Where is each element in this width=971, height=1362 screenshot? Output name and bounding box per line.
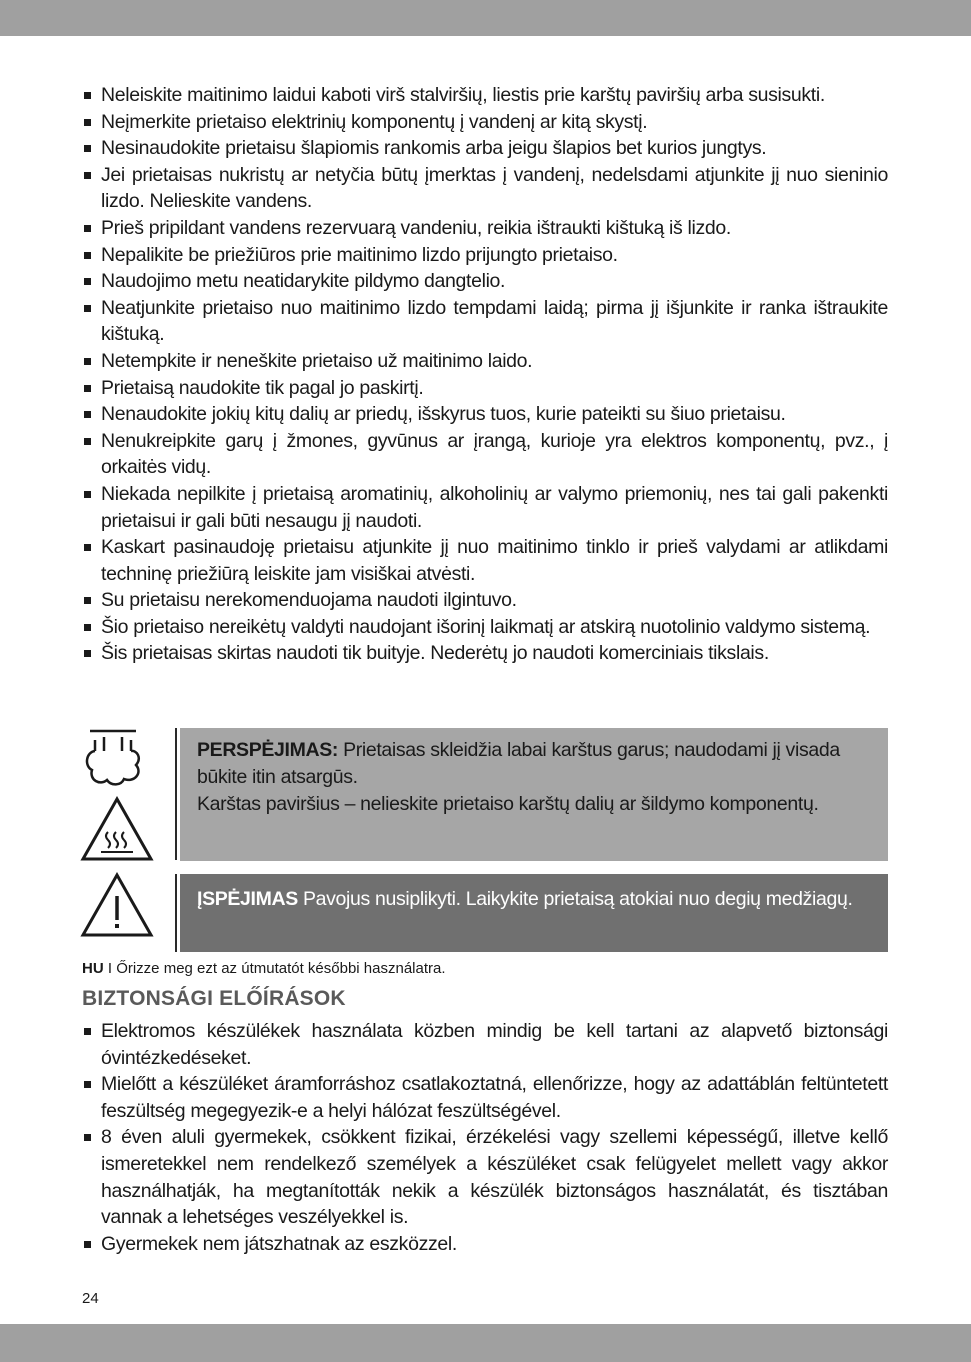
warning-triangle-icon	[80, 872, 154, 938]
list-item: Elektromos készülékek használata közben mindig be kell tartani az alapvető biztonsági óvintézkedéseket.	[82, 1018, 888, 1071]
list-item: Nesinaudokite prietaisu šlapiomis rankomis arba jeigu šlapios bet kurios jungtys.	[82, 135, 888, 162]
list-item: Neatjunkite prietaiso nuo maitinimo lizdo tempdami laidą; pirma jį išjunkite ir ranka ištraukite kištuką.	[82, 295, 888, 348]
list-item: Naudojimo metu neatidarykite pildymo dangtelio.	[82, 268, 888, 295]
list-item: Nepalikite be priežiūros prie maitinimo lizdo prijungto prietaiso.	[82, 242, 888, 269]
footer-bar	[0, 1324, 971, 1362]
list-item: Mielőtt a készüléket áramforráshoz csatlakoztatná, ellenőrizze, hogy az adattáblán feltüntetett feszültség megegyezik-e a helyi hálózat feszültségével.	[82, 1071, 888, 1124]
warning-box	[180, 874, 888, 952]
list-item: Nenaudokite jokių kitų dalių ar priedų, išskyrus tuos, kurie pateikti su šiuo prietaisu.	[82, 401, 888, 428]
page-number: 24	[82, 1290, 99, 1307]
divider-line	[175, 728, 177, 860]
list-item: Neįmerkite prietaiso elektrinių komponentų į vandenį ar kitą skystį.	[82, 109, 888, 136]
list-item: Prietaisą naudokite tik pagal jo paskirtį.	[82, 375, 888, 402]
header-bar	[0, 0, 971, 36]
caution-hot-surface-text: Karštas paviršius – nelieskite prietaiso karštų dalių ar šildymo komponentų.	[197, 793, 819, 815]
list-item: Šio prietaiso nereikėtų valdyti naudojant išorinį laikmatį ar atskirą nuotolinio valdymo sistemą.	[82, 614, 888, 641]
lt-safety-list	[82, 82, 888, 667]
list-item: Kaskart pasinaudoję prietaisu atjunkite jį nuo maitinimo tinklo ir prieš valydami ar atlikdami techninę priežiūrą leiskite jam visiškai atvėsti.	[82, 534, 888, 587]
list-item: Prieš pripildant vandens rezervuarą vandeniu, reikia ištraukti kištuką iš lizdo.	[82, 215, 888, 242]
hu-language-note: HU I Őrizze meg ezt az útmutatót későbbi használatra.	[82, 960, 446, 977]
divider-line	[175, 874, 177, 952]
list-item: Su prietaisu nerekomenduojama naudoti ilgintuvo.	[82, 587, 888, 614]
list-item: Šis prietaisas skirtas naudoti tik buityje. Nederėtų jo naudoti komerciniais tikslais.	[82, 640, 888, 667]
list-item: Neleiskite maitinimo laidui kaboti virš stalviršių, liestis prie karštų paviršių arba susisukti.	[82, 82, 888, 109]
list-item: Jei prietaisas nukristų ar netyčia būtų įmerktas į vandenį, nedelsdami atjunkite jį nuo sieninio lizdo. Nelieskite vandens.	[82, 162, 888, 215]
caution-text: PERSPĖJIMAS: Prietaisas skleidžia labai karštus garus; naudodami jį visada būkite itin atsargūs.	[197, 739, 840, 788]
list-item: Gyermekek nem játszhatnak az eszközzel.	[82, 1231, 888, 1258]
list-item: Nenukreipkite garų į žmones, gyvūnus ar įrangą, kurioje yra elektros komponentų, pvz., į orkaitės vidų.	[82, 428, 888, 481]
hu-safety-list	[82, 1018, 888, 1257]
warning-text: ĮSPĖJIMAS Pavojus nusiplikyti. Laikykite prietaisą atokiai nuo degių medžiagų.	[197, 888, 853, 910]
hu-section-heading: BIZTONSÁGI ELŐÍRÁSOK	[82, 987, 346, 1010]
caution-label: PERSPĖJIMAS:	[197, 739, 339, 761]
list-item: 8 éven aluli gyermekek, csökkent fizikai, érzékelési vagy szellemi képességű, illetve kellő ismeretekkel nem rendelkező személyek a készüléket csak felügyelet mellett vagy akkor használhatják, ha megtanították nekik a készülék biztonságos használatát, és tisztában vannak a lehetséges veszélyekkel is.	[82, 1124, 888, 1230]
list-item: Niekada nepilkite į prietaisą aromatinių, alkoholinių ar valymo priemonių, nes tai gali pakenkti prietaisui ir gali būti nesaugu jį naudoti.	[82, 481, 888, 534]
caution-box	[180, 728, 888, 861]
hot-steam-icon	[80, 728, 146, 790]
hot-surface-warning-icon	[80, 796, 154, 862]
warning-label: ĮSPĖJIMAS	[197, 888, 298, 910]
list-item: Netempkite ir neneškite prietaiso už maitinimo laido.	[82, 348, 888, 375]
